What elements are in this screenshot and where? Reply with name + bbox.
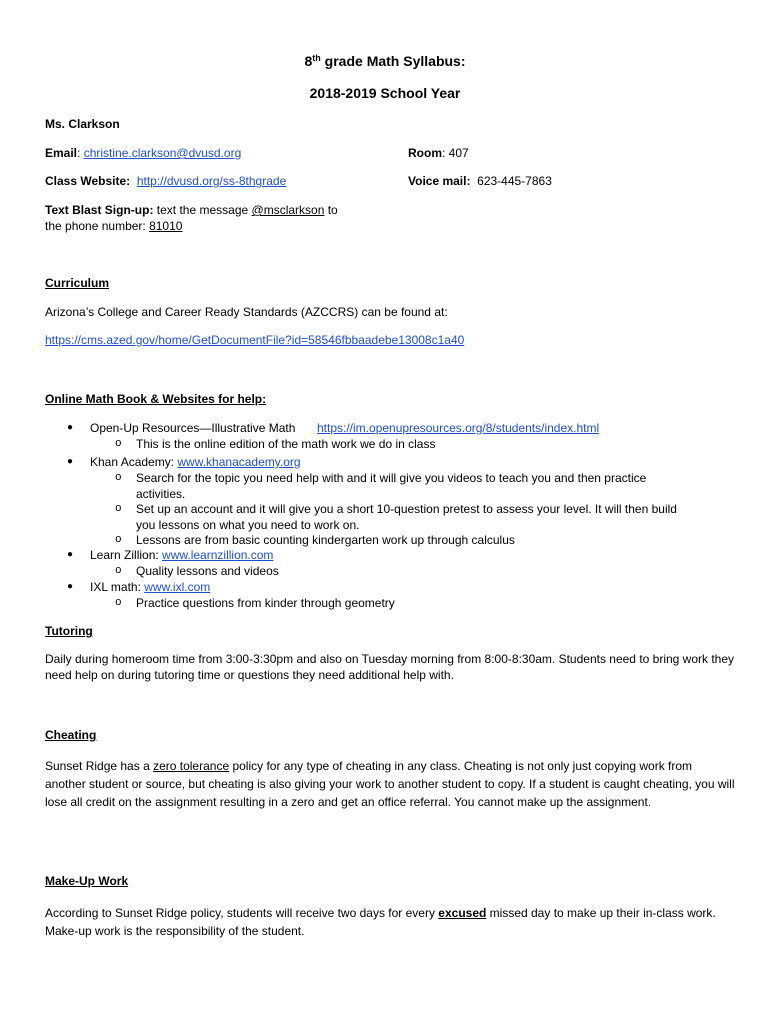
teacher-name: Ms. Clarkson <box>45 117 120 131</box>
resource-label: IXL math: <box>90 580 145 594</box>
resource-label: Open-Up Resources—Illustrative Math <box>90 421 296 435</box>
resource-item-open-up <box>90 420 295 436</box>
page-subtitle: 2018-2019 School Year <box>309 85 461 101</box>
website-label: Class Website: <box>45 174 131 188</box>
khan-link[interactable]: www.khanacademy.org <box>177 455 301 469</box>
website-link[interactable]: http://dvusd.org/ss-8thgrade <box>136 174 287 188</box>
bullet-icon: ● <box>67 549 74 560</box>
room-label: Room <box>408 146 442 160</box>
website-row <box>45 173 286 189</box>
learnzillion-link[interactable]: www.learnzillion.com <box>162 548 274 562</box>
resource-subitem-cont: activities. <box>136 487 186 501</box>
voicemail-row <box>408 173 552 189</box>
textblast-label: Text Blast Sign-up: <box>45 203 154 217</box>
email-link[interactable]: christine.clarkson@dvusd.org <box>83 146 242 160</box>
resource-subitem: Set up an account and it will give you a short 10-question pretest to assess your level. It will then build <box>136 502 677 516</box>
sub-bullet-icon: o <box>115 565 122 577</box>
voicemail-label: Voice mail: <box>408 174 471 188</box>
resource-subitem: Lessons are from basic counting kindergarten work up through calculus <box>136 533 515 547</box>
zero-tolerance-emphasis: zero tolerance <box>153 759 230 773</box>
curriculum-link[interactable]: https://cms.azed.gov/home/GetDocumentFile?id=58546fbbaadebe13008c1a40 <box>45 333 465 347</box>
voicemail-value: 623-445-7863 <box>477 174 552 188</box>
resource-subitem: Search for the topic you need help with and it will give you videos to teach you and then practice <box>136 471 647 485</box>
resource-item-khan <box>90 454 301 470</box>
resource-subitem: Quality lessons and videos <box>136 564 279 578</box>
room-row: Room: 407 <box>408 146 469 160</box>
resource-subitem: Practice questions from kinder through geometry <box>136 596 395 610</box>
tutoring-text: Daily during homeroom time from 3:00-3:30pm and also on Tuesday morning from 8:00-8:30am. Students need to bring work they need help on during tutoring time or questions they need additional help with. <box>45 652 735 682</box>
title-superscript: th <box>312 53 321 63</box>
textblast-number: 81010 <box>149 219 183 233</box>
sub-bullet-icon: o <box>115 438 122 450</box>
email-label: Email <box>45 146 78 160</box>
cheating-text: Sunset Ridge has a zero tolerance policy for any type of cheating in any class. Cheating is not only just copying work from another student or source, but cheating is also giving your work to another student to copy. If a student is caught cheating, you will lose all credit on the assignment resulting in a zero and get an office referral. You cannot make up the assignment. <box>45 759 735 809</box>
sub-bullet-icon: o <box>115 503 122 515</box>
textblast-row: Text Blast Sign-up: text the message @msclarkson to <box>45 203 338 217</box>
sub-bullet-icon: o <box>115 472 122 484</box>
textblast-row-2: the phone number: 81010 <box>45 219 183 233</box>
bullet-icon: ● <box>67 422 74 433</box>
sub-bullet-icon: o <box>115 597 122 609</box>
resources-heading: Online Math Book & Websites for help: <box>45 392 267 406</box>
tutoring-heading: Tutoring <box>45 624 93 638</box>
bullet-icon: ● <box>67 581 74 592</box>
resource-label: Khan Academy: <box>90 455 178 469</box>
resource-item-ixl <box>90 579 210 595</box>
sub-bullet-icon: o <box>115 534 122 546</box>
room-value: 407 <box>448 146 469 160</box>
page-title: 8th grade Math Syllabus: <box>304 53 466 69</box>
textblast-handle: @msclarkson <box>251 203 325 217</box>
resource-subitem-cont: you lessons on what you need to work on. <box>136 518 360 532</box>
makeup-heading: Make-Up Work <box>45 874 129 888</box>
excused-emphasis: excused <box>438 906 487 920</box>
open-up-link[interactable]: https://im.openupresources.org/8/students/index.html <box>317 421 600 435</box>
resource-subitem: This is the online edition of the math work we do in class <box>136 437 436 451</box>
email-row: Email: christine.clarkson@dvusd.org <box>45 146 242 160</box>
ixl-link[interactable]: www.ixl.com <box>144 580 211 594</box>
resource-item-learnzillion <box>90 547 273 563</box>
bullet-icon: ● <box>67 456 74 467</box>
resource-label: Learn Zillion: <box>90 548 163 562</box>
curriculum-heading: Curriculum <box>45 276 110 290</box>
curriculum-text: Arizona’s College and Career Ready Standards (AZCCRS) can be found at: <box>45 305 448 319</box>
cheating-heading: Cheating <box>45 728 97 742</box>
makeup-text: According to Sunset Ridge policy, students will receive two days for every excused missed day to make up their in-class work. Make-up work is the responsibility of the student. <box>45 906 716 938</box>
